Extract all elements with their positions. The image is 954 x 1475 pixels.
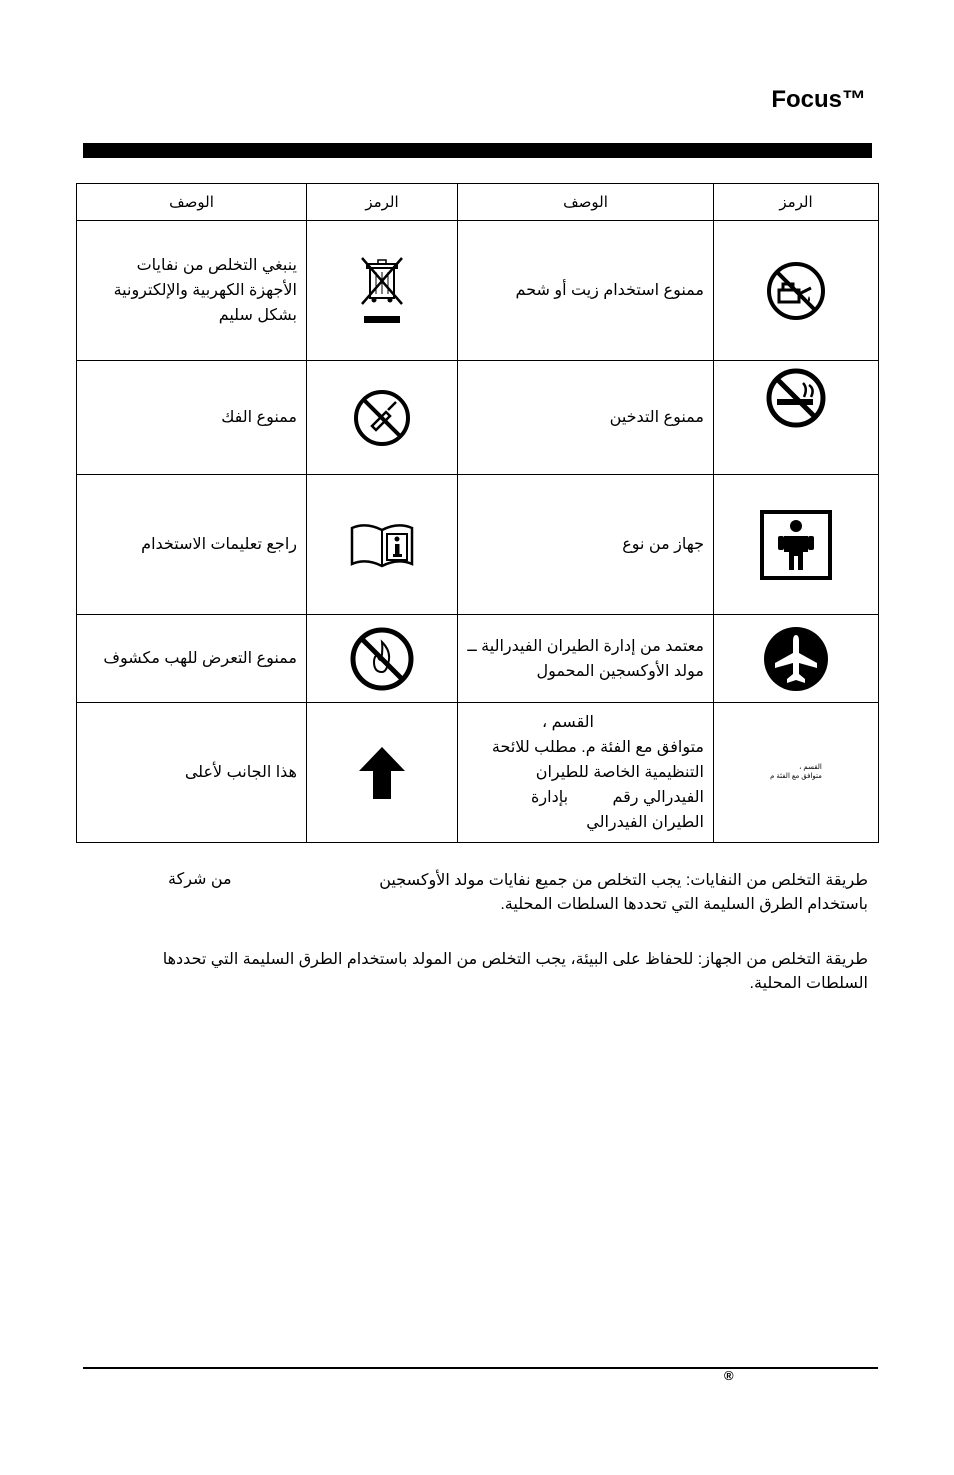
symbol-cell — [714, 703, 879, 843]
registered-mark: ® — [724, 1368, 734, 1383]
device-disposal-paragraph — [84, 948, 868, 996]
no-smoking-icon — [765, 367, 827, 429]
no-disassembly-icon — [352, 388, 412, 448]
description-line: الطيران الفيدرالي — [586, 814, 704, 831]
description-cell: ينبغي التخلص من نفايات الأجهزة الكهربية والإلكترونية بشكل سليم — [77, 221, 307, 361]
table-row — [77, 703, 879, 843]
table-row — [77, 221, 879, 361]
description-cell: ممنوع استخدام زيت أو شحم — [458, 221, 714, 361]
table-row — [77, 615, 879, 703]
no-open-flame-icon — [349, 626, 415, 692]
symbol-cell — [714, 221, 879, 361]
arrow-up-icon — [357, 745, 407, 801]
header-bar — [83, 143, 872, 158]
weee-crossed-bin-icon — [352, 254, 412, 328]
device-disposal-line: السلطات المحلية. — [749, 975, 868, 992]
no-oil-grease-icon — [765, 260, 827, 322]
device-disposal-line: طريقة التخلص من الجهاز: للحفاظ على البيئة، يجب التخلص من المولد باستخدام الطرق السليمة التي تحددها — [162, 951, 868, 968]
header-symbol: الرمز — [714, 184, 879, 221]
table-row — [77, 361, 879, 475]
description-cell: ممنوع الفك — [77, 361, 307, 475]
header-symbol: الرمز — [307, 184, 458, 221]
compliance-small-text: متوافق مع الفئة م — [770, 772, 822, 780]
description-cell: ممنوع التدخين — [458, 361, 714, 475]
waste-disposal-line: باستخدام الطرق السليمة التي تحددها السلطات المحلية. — [500, 896, 868, 913]
symbol-cell — [307, 615, 458, 703]
description-line: متوافق مع الفئة م. مطلب للائحة — [491, 739, 704, 756]
description-cell: جهاز من نوع — [458, 475, 714, 615]
compliance-small-text: القسم ، — [799, 763, 822, 771]
type-bf-person-icon — [760, 510, 832, 580]
symbol-cell — [714, 615, 879, 703]
footer-rule — [83, 1367, 878, 1369]
symbol-cell — [307, 475, 458, 615]
table-header-row — [77, 184, 879, 221]
header-description: الوصف — [77, 184, 307, 221]
symbol-cell — [307, 361, 458, 475]
waste-disposal-fragment: من شركة — [168, 871, 232, 888]
symbol-cell — [714, 361, 879, 475]
table-row — [77, 475, 879, 615]
instructions-book-icon — [349, 522, 415, 568]
description-line: القسم ، — [542, 714, 594, 731]
brand-title: Focus™ — [771, 86, 866, 113]
header-description: الوصف — [458, 184, 714, 221]
description-cell — [458, 703, 714, 843]
symbols-table — [76, 183, 879, 843]
description-cell: ممنوع التعرض للهب مكشوف — [77, 615, 307, 703]
description-cell: راجع تعليمات الاستخدام — [77, 475, 307, 615]
waste-disposal-line: طريقة التخلص من النفايات: يجب التخلص من جميع نفايات مولد الأوكسجين — [379, 872, 868, 889]
symbol-cell — [307, 221, 458, 361]
description-line: الفيدرالي رقم بإدارة — [531, 789, 704, 806]
symbol-cell — [714, 475, 879, 615]
description-cell: معتمد من إدارة الطيران الفيدرالية ــ مولد الأوكسجين المحمول — [458, 615, 714, 703]
airplane-icon — [762, 625, 830, 693]
description-cell: هذا الجانب لأعلى — [77, 703, 307, 843]
description-line: التنظيمية الخاصة للطيران — [535, 764, 704, 781]
symbol-cell — [307, 703, 458, 843]
